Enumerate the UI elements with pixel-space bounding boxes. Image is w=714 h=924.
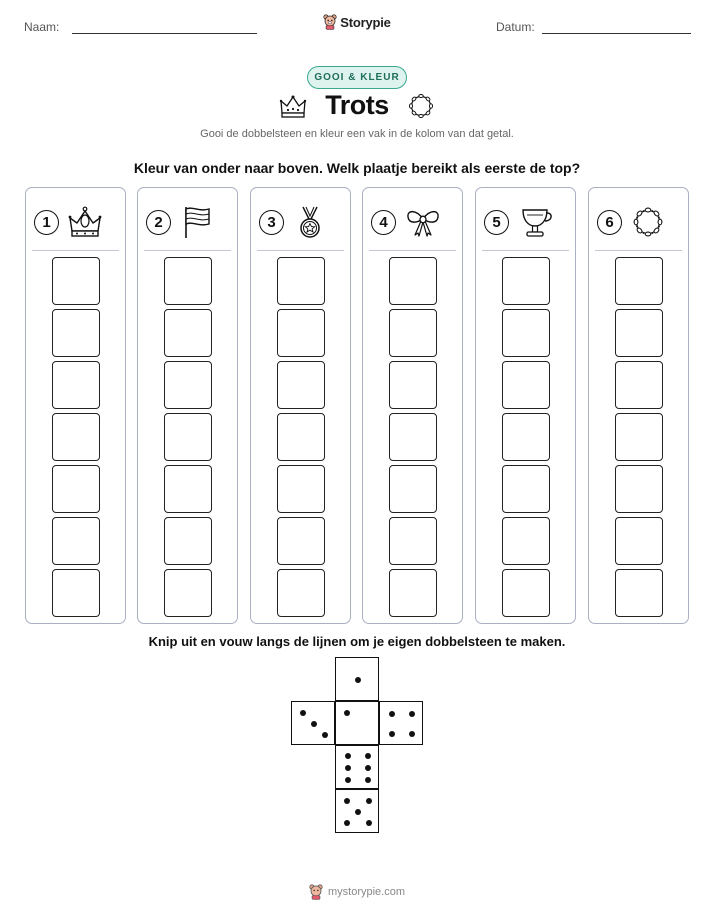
pip <box>345 777 351 783</box>
die-face-3 <box>291 701 335 745</box>
crown-icon <box>279 93 307 119</box>
column-number: 3 <box>259 210 284 235</box>
color-box[interactable] <box>52 361 100 409</box>
column-number: 5 <box>484 210 509 235</box>
color-box[interactable] <box>164 517 212 565</box>
pip <box>365 753 371 759</box>
color-box[interactable] <box>277 361 325 409</box>
color-box[interactable] <box>389 465 437 513</box>
page-title: Trots <box>325 90 389 120</box>
color-box[interactable] <box>502 413 550 461</box>
color-box[interactable] <box>615 309 663 357</box>
instruction-text: Kleur van onder naar boven. Welk plaatje bereikt als eerste de top? <box>133 160 581 176</box>
color-box[interactable] <box>277 309 325 357</box>
die-face-6 <box>335 745 379 789</box>
pip <box>345 765 351 771</box>
column-header <box>34 202 118 242</box>
medal-icon <box>292 204 328 240</box>
die-face-1 <box>335 701 379 745</box>
die-face-4 <box>379 701 423 745</box>
color-box[interactable] <box>389 569 437 617</box>
column-header <box>146 202 230 242</box>
bow-icon <box>404 204 442 240</box>
color-box[interactable] <box>389 361 437 409</box>
column-5 <box>475 187 576 624</box>
pip <box>355 677 361 683</box>
column-divider <box>482 250 569 251</box>
color-box[interactable] <box>389 517 437 565</box>
date-label: Datum: <box>496 20 535 34</box>
color-box[interactable] <box>164 569 212 617</box>
pip <box>366 798 372 804</box>
column-1 <box>25 187 126 624</box>
color-box[interactable] <box>164 361 212 409</box>
die-instruction: Knip uit en vouw langs de lijnen om je eigen dobbelsteen te maken. <box>148 634 566 649</box>
color-box[interactable] <box>389 413 437 461</box>
column-2 <box>137 187 238 624</box>
pip <box>344 798 350 804</box>
pip <box>322 732 328 738</box>
color-box[interactable] <box>615 569 663 617</box>
column-header <box>259 202 343 242</box>
column-number: 1 <box>34 210 59 235</box>
brand-name: Storypie <box>340 14 391 30</box>
pip <box>344 820 350 826</box>
pip <box>366 820 372 826</box>
date-line <box>542 33 691 34</box>
column-header <box>371 202 455 242</box>
column-divider <box>369 250 456 251</box>
color-box[interactable] <box>164 465 212 513</box>
bear-mascot-icon <box>309 884 323 900</box>
column-4 <box>362 187 463 624</box>
color-box[interactable] <box>52 569 100 617</box>
column-number: 4 <box>371 210 396 235</box>
color-box[interactable] <box>52 309 100 357</box>
pip <box>300 710 306 716</box>
die-face-1 <box>335 657 379 701</box>
footer-url: mystorypie.com <box>327 886 406 898</box>
color-box[interactable] <box>52 517 100 565</box>
name-line <box>72 33 257 34</box>
column-6 <box>588 187 689 624</box>
color-box[interactable] <box>615 361 663 409</box>
pip <box>355 809 361 815</box>
color-box[interactable] <box>502 569 550 617</box>
column-header <box>597 202 681 242</box>
pip <box>389 731 395 737</box>
color-box[interactable] <box>52 465 100 513</box>
color-box[interactable] <box>164 257 212 305</box>
pip <box>389 711 395 717</box>
crown-icon <box>67 204 103 240</box>
color-box[interactable] <box>164 413 212 461</box>
color-box[interactable] <box>277 569 325 617</box>
column-divider <box>32 250 119 251</box>
color-box[interactable] <box>502 465 550 513</box>
color-box[interactable] <box>389 309 437 357</box>
color-box[interactable] <box>502 361 550 409</box>
wreath-icon <box>407 92 435 120</box>
pip <box>311 721 317 727</box>
color-box[interactable] <box>277 517 325 565</box>
flag-icon <box>179 204 215 240</box>
color-box[interactable] <box>502 517 550 565</box>
pip <box>344 710 350 716</box>
color-box[interactable] <box>52 413 100 461</box>
color-box[interactable] <box>389 257 437 305</box>
wreath-icon <box>630 204 666 240</box>
color-box[interactable] <box>277 413 325 461</box>
die-face-5 <box>335 789 379 833</box>
bear-mascot-icon <box>323 14 337 30</box>
pip <box>409 731 415 737</box>
color-box[interactable] <box>615 413 663 461</box>
footer <box>0 884 714 900</box>
column-divider <box>144 250 231 251</box>
color-box[interactable] <box>277 257 325 305</box>
trophy-cup-icon <box>517 204 555 240</box>
activity-badge: GOOI & KLEUR <box>307 66 407 89</box>
column-number: 2 <box>146 210 171 235</box>
brand-logo <box>0 14 714 30</box>
color-columns <box>25 187 690 624</box>
color-box[interactable] <box>615 465 663 513</box>
pip <box>345 753 351 759</box>
color-box[interactable] <box>502 257 550 305</box>
column-divider <box>257 250 344 251</box>
name-label: Naam: <box>24 20 60 34</box>
subtitle: Gooi de dobbelsteen en kleur een vak in de kolom van dat getal. <box>200 128 514 140</box>
pip <box>365 765 371 771</box>
pip <box>365 777 371 783</box>
color-box[interactable] <box>615 517 663 565</box>
column-3 <box>250 187 351 624</box>
column-divider <box>595 250 682 251</box>
color-box[interactable] <box>164 309 212 357</box>
column-header <box>484 202 568 242</box>
color-box[interactable] <box>52 257 100 305</box>
title-row <box>0 90 714 121</box>
pip <box>409 711 415 717</box>
column-number: 6 <box>597 210 622 235</box>
color-box[interactable] <box>277 465 325 513</box>
color-box[interactable] <box>615 257 663 305</box>
color-box[interactable] <box>502 309 550 357</box>
